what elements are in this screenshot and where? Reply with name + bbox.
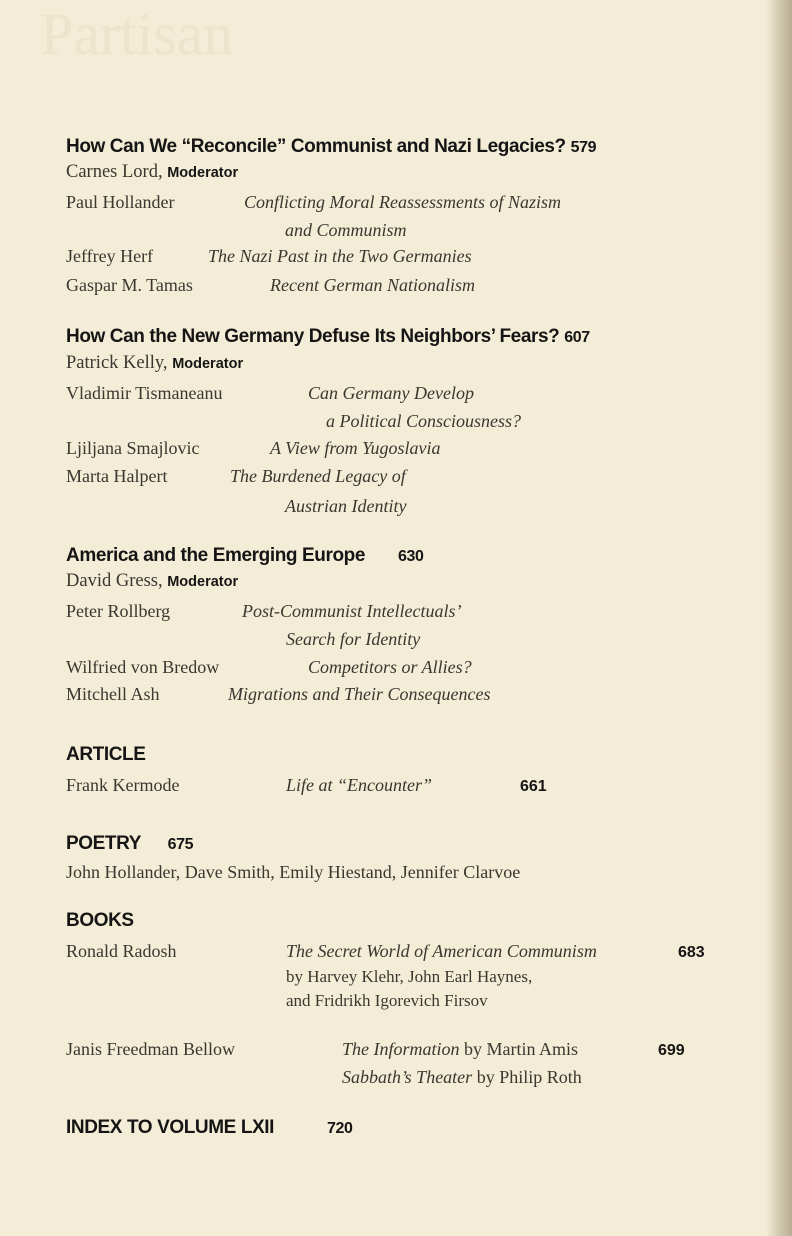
article-page: 661 <box>520 778 547 795</box>
book-review-1-reviewer: Ronald Radosh <box>66 941 177 961</box>
section-2-title: How Can the New Germany Defuse Its Neighbors’ Fears? <box>66 326 560 347</box>
section-2-title-1b: a Political Consciousness? <box>326 411 521 431</box>
bleed-through-text: Partisan <box>40 1 234 67</box>
section-1-title-2: The Nazi Past in the Two Germanies <box>208 246 472 266</box>
section-3-heading <box>66 545 423 567</box>
section-3-moderator: David Gress, Moderator <box>66 571 239 591</box>
article-heading: ARTICLE <box>66 744 146 765</box>
page-edge-shadow <box>766 0 792 1236</box>
section-3-author-1: Peter Rollberg <box>66 601 171 621</box>
book-review-2-reviewer: Janis Freedman Bellow <box>66 1039 235 1059</box>
section-2-author-3: Marta Halpert <box>66 466 168 486</box>
poetry-heading: POETRY 675 <box>66 833 194 854</box>
section-3-title: America and the Emerging Europe <box>66 545 366 566</box>
section-2-author-1: Vladimir Tismaneanu <box>66 383 223 403</box>
index-heading: INDEX TO VOLUME LXII 720 <box>66 1117 353 1138</box>
section-2-moderator: Patrick Kelly, Moderator <box>66 353 244 373</box>
book-review-2-line-2: Sabbath’s Theater by Philip Roth <box>342 1067 582 1087</box>
section-2-page: 607 <box>564 329 590 346</box>
section-1-heading <box>66 136 596 158</box>
section-2-title-2: A View from Yugoslavia <box>270 438 441 458</box>
section-2-title-1a: Can Germany Develop <box>308 383 474 403</box>
article-author: Frank Kermode <box>66 775 180 795</box>
book-review-1-page: 683 <box>678 944 705 961</box>
section-3-page: 630 <box>397 548 424 565</box>
book-review-1-line-1: by Harvey Klehr, John Earl Haynes, <box>286 967 533 986</box>
section-2-title-3b: Austrian Identity <box>285 496 407 516</box>
section-1-author-3: Gaspar M. Tamas <box>66 275 193 295</box>
section-1-title: How Can We “Reconcile” Communist and Nazi Legacies? <box>66 136 566 157</box>
section-1-title-3: Recent German Nationalism <box>270 275 475 295</box>
book-review-2-page: 699 <box>658 1042 685 1059</box>
book-review-1-line-2: and Fridrikh Igorevich Firsov <box>286 991 488 1010</box>
section-2-heading <box>66 326 590 348</box>
section-2-author-2: Ljiljana Smajlovic <box>66 438 200 458</box>
section-1-author-2: Jeffrey Herf <box>66 246 154 266</box>
poetry-page: 675 <box>167 836 194 853</box>
section-3-title-1a: Post-Communist Intellectuals’ <box>242 601 462 621</box>
books-heading: BOOKS <box>66 910 134 931</box>
book-review-2-line-1: The Information by Martin Amis <box>342 1039 579 1059</box>
section-3-author-3: Mitchell Ash <box>66 684 160 704</box>
section-3-title-3: Migrations and Their Consequences <box>228 684 491 704</box>
section-1-author-1: Paul Hollander <box>66 192 175 212</box>
section-1-title-1b: and Communism <box>285 220 407 240</box>
section-3-author-2: Wilfried von Bredow <box>66 657 220 677</box>
section-1-moderator: Carnes Lord, Moderator <box>66 162 239 182</box>
section-1-title-1a: Conflicting Moral Reassessments of Nazism <box>244 192 562 212</box>
section-1-page: 579 <box>570 139 597 156</box>
poetry-authors: John Hollander, Dave Smith, Emily Hiestand, Jennifer Clarvoe <box>66 862 521 882</box>
index-page: 720 <box>326 1120 353 1137</box>
section-3-title-2: Competitors or Allies? <box>308 657 472 677</box>
book-review-1-title: The Secret World of American Communism <box>286 941 597 961</box>
section-2-title-3a: The Burdened Legacy of <box>230 466 406 486</box>
article-title: Life at “Encounter” <box>286 775 433 795</box>
section-3-title-1b: Search for Identity <box>286 629 421 649</box>
